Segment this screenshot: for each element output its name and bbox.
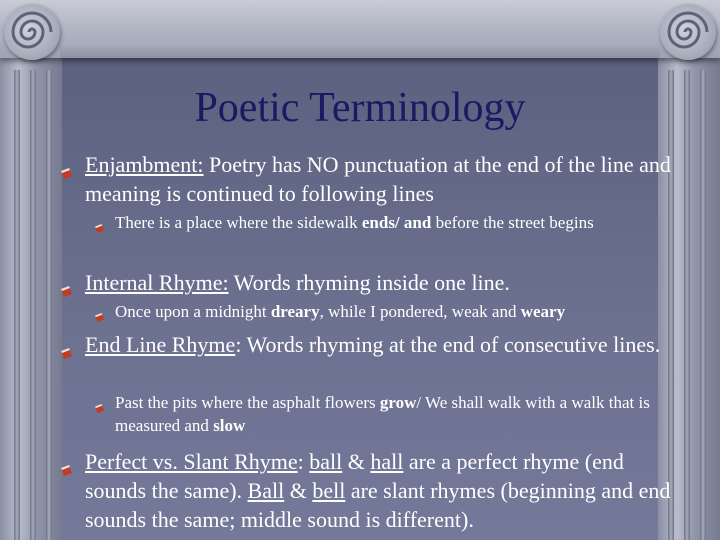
term: Perfect vs. Slant Rhyme xyxy=(85,449,298,474)
example-internal-rhyme: Once upon a midnight dreary, while I pondered, weak and weary xyxy=(115,300,670,323)
bullet-icon xyxy=(95,305,104,314)
bullet-icon xyxy=(61,157,72,168)
bullet-end-line-rhyme xyxy=(85,330,675,359)
bullet-icon xyxy=(95,216,104,225)
left-column xyxy=(0,0,62,540)
column-flute xyxy=(684,70,690,540)
bullet-icon xyxy=(95,396,104,405)
spiral-volute-icon xyxy=(4,4,60,60)
definition: Words rhyming inside one line. xyxy=(228,270,510,295)
spiral-volute-icon xyxy=(660,4,716,60)
slide-title: Poetic Terminology xyxy=(194,85,526,131)
bullet-icon xyxy=(61,275,72,286)
definition: Poetry has NO punctuation at the end of the line and meaning is continued to following lines xyxy=(85,152,671,206)
column-flute xyxy=(14,70,20,540)
column-flute xyxy=(46,70,52,540)
term: Enjambment: xyxy=(85,152,204,177)
lintel-band xyxy=(60,44,660,58)
lintel xyxy=(0,0,720,58)
column-flute xyxy=(700,70,706,540)
bullet-enjambment xyxy=(85,150,675,208)
bullet-icon xyxy=(61,337,72,348)
definition: : Words rhyming at the end of consecutive lines. xyxy=(235,332,661,357)
bullet-internal-rhyme xyxy=(85,268,675,297)
example-end-line-rhyme: Past the pits where the asphalt flowers grow/ We shall walk with a walk that is measured and slow xyxy=(115,391,670,437)
bullet-perfect-vs-slant: Perfect vs. Slant Rhyme: ball & hall are a perfect rhyme (end sounds the same). Ball & bell are slant rhymes (beginning and end sounds the same; middle sound is different). xyxy=(85,447,675,534)
bullet-icon xyxy=(61,454,72,465)
term: Internal Rhyme: xyxy=(85,270,229,295)
example-enjambment: There is a place where the sidewalk ends/ and before the street begins xyxy=(115,211,670,234)
column-flute xyxy=(30,70,36,540)
term: End Line Rhyme xyxy=(85,332,236,357)
